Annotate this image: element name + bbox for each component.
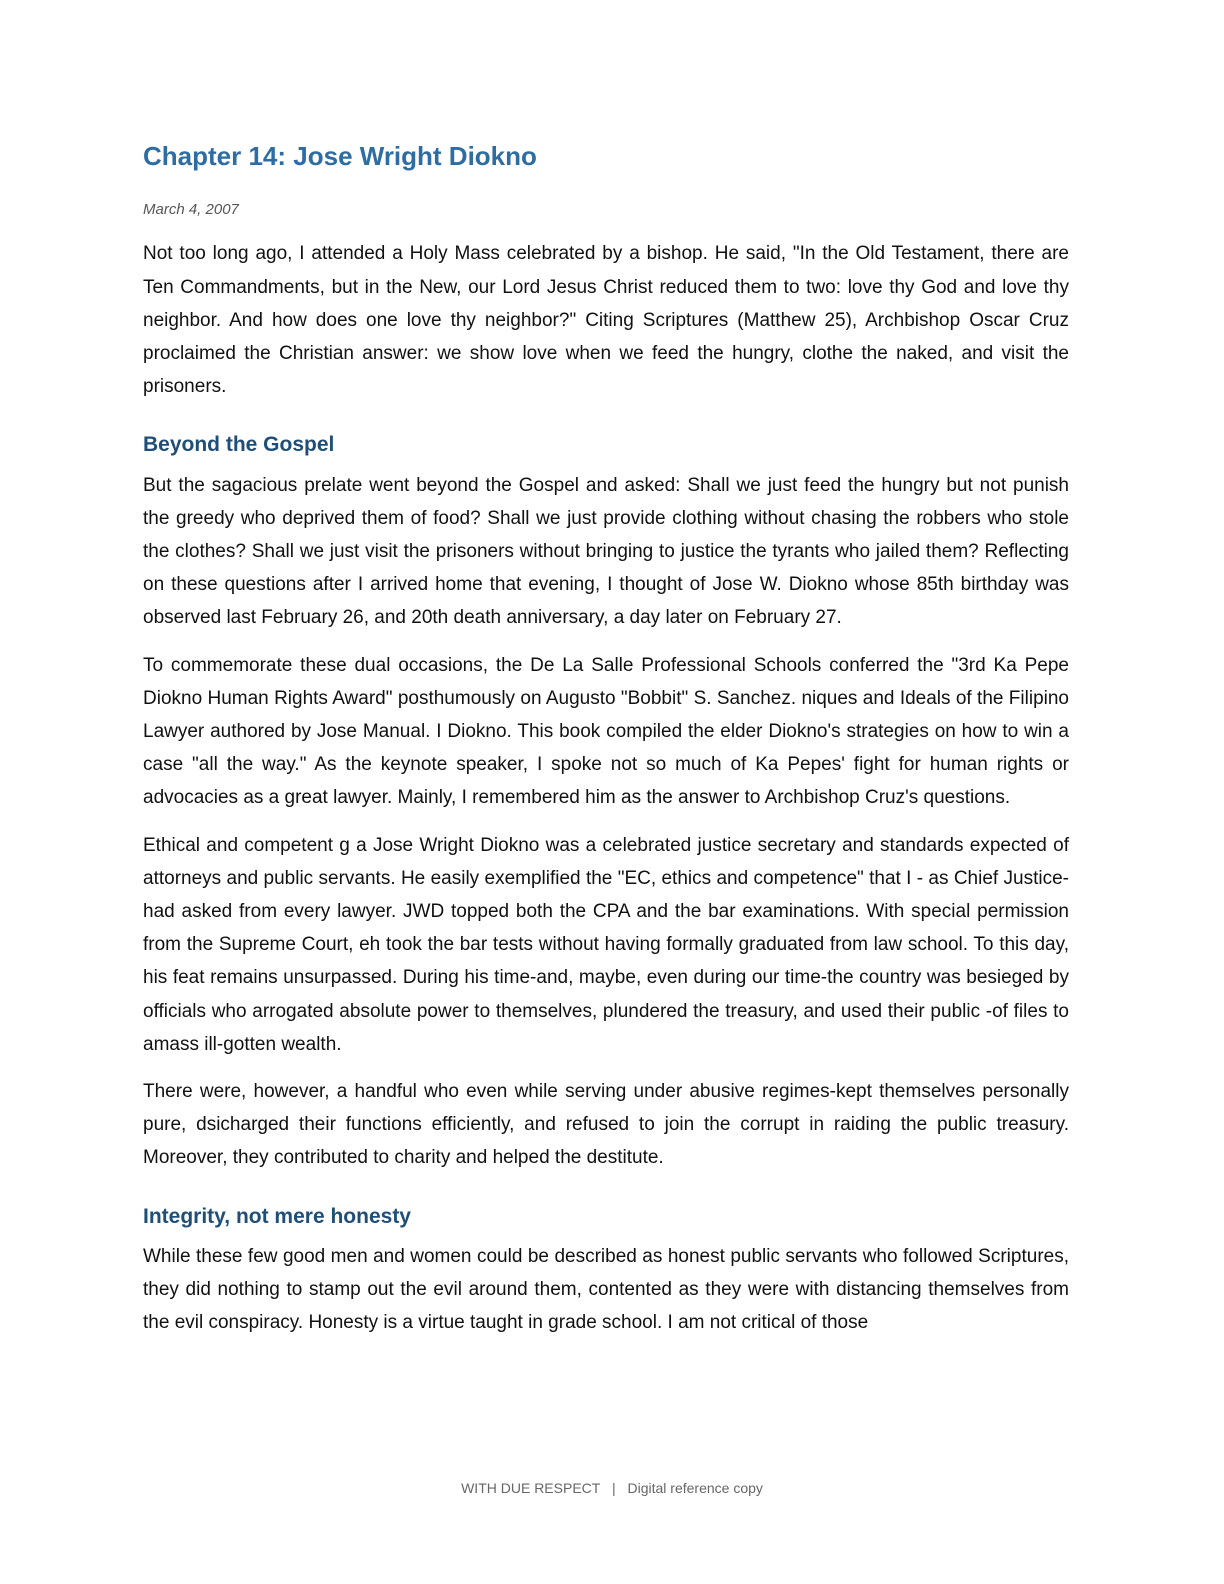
intro-paragraph: Not too long ago, I attended a Holy Mass celebrated by a bishop. He said, "In the Old Testament, there are Ten Commandments, but in the New, our Lord Jesus Christ reduced them to two: love thy God and love thy neighbor. And how does one love thy neighbor?" Citing Scriptures (Matthew 25), Archbishop Oscar Cruz proclaimed the Christian answer: we show love when we feed the hungry, clothe the naked, and visit the prisoners. — [143, 243, 1069, 398]
page-footer — [0, 1480, 1224, 1496]
body-paragraph: While these few good men and women could be described as honest public servants who followed Scriptures, they did nothing to stamp out the evil around them, contented as they were with distancing themselves from the evil conspiracy. Honesty is a virtue taught in grade school. I am not critical of those — [143, 1245, 1069, 1334]
publication-date: March 4, 2007 — [143, 200, 239, 218]
chapter-title: Chapter 14: Jose Wright Diokno — [143, 141, 537, 171]
document-page — [143, 140, 1069, 1354]
body-paragraph: To commemorate these dual occasions, the De La Salle Professional Schools conferred the "3rd Ka Pepe Diokno Human Rights Award" posthumously on Augusto "Bobbit" S. Sanchez. niques and Ideals of the Filipino Lawyer authored by Jose Manual. I Diokno. This book compiled the elder Diokno's strategies on how to win a case "all the way." As the keynote speaker, I spoke not so much of Ka Pepes' fight for human rights or advocacies as a great lawyer. Mainly, I remembered him as the answer to Archbishop Cruz's questions. — [143, 654, 1069, 809]
footer-separator: | — [611, 1480, 616, 1496]
section-heading-integrity: Integrity, not mere honesty — [143, 1204, 411, 1228]
footer-title: WITH DUE RESPECT — [461, 1480, 601, 1496]
body-paragraph: There were, however, a handful who even while serving under abusive regimes-kept themselves personally pure, dsicharged their functions efficiently, and refused to join the corrupt in raiding the public treasury. Moreover, they contributed to charity and helped the destitute. — [143, 1081, 1069, 1169]
section-heading-beyond-the-gospel: Beyond the Gospel — [143, 433, 335, 457]
body-paragraph: Ethical and competent g a Jose Wright Diokno was a celebrated justice secretary and standards expected of attorneys and public servants. He easily exemplified the "EC, ethics and competence" that I - as Chief Justice-had asked from every lawyer. JWD topped both the CPA and the bar examinations. With special permission from the Supreme Court, eh took the bar tests without having formally graduated from law school. To this day, his feat remains unsurpassed. During his time-and, maybe, even during our time-the country was besieged by officials who arrogated absolute power to themselves, plundered the treasury, and used their public -of files to amass ill-gotten wealth. — [143, 834, 1069, 1055]
body-paragraph: But the sagacious prelate went beyond the Gospel and asked: Shall we just feed the hungry but not punish the greedy who deprived them of food? Shall we just provide clothing without chasing the robbers who stole the clothes? Shall we just visit the prisoners without bringing to justice the tyrants who jailed them? Reflecting on these questions after I arrived home that evening, I thought of Jose W. Diokno whose 85th birthday was observed last February 26, and 20th death anniversary, a day later on February 27. — [143, 474, 1069, 629]
footer-subtitle: Digital reference copy — [627, 1480, 763, 1496]
